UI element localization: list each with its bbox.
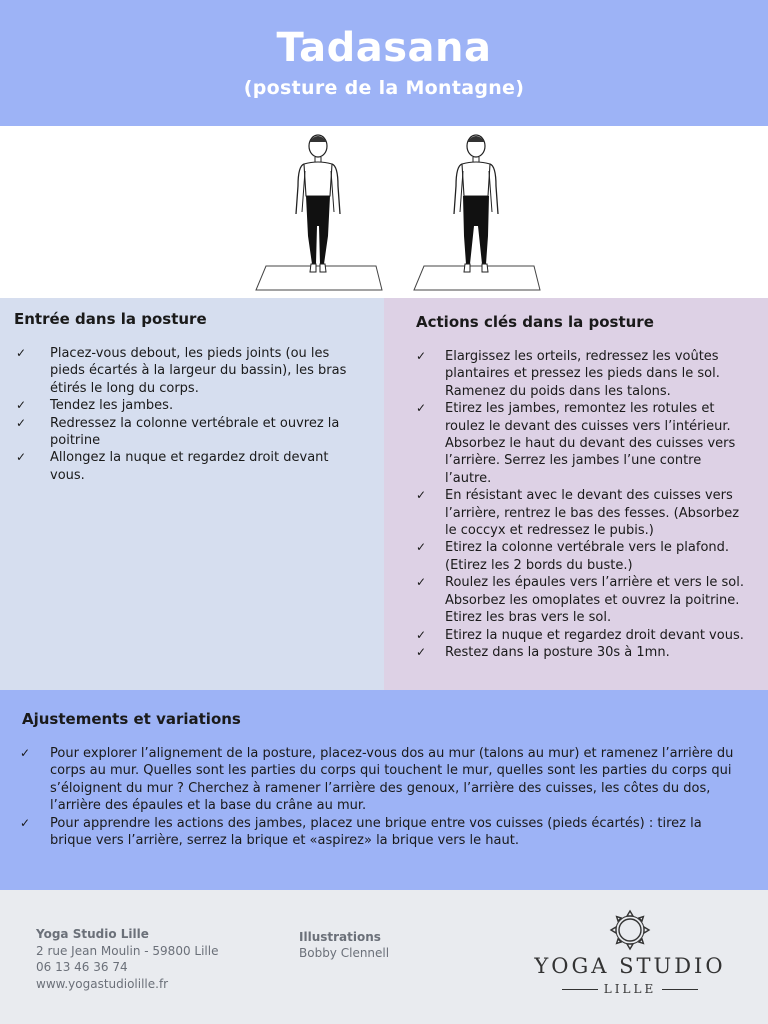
illustrator-name: Bobby Clennell [299,946,390,960]
list-item: ✓ Redressez la colonne vertébrale et ouvrez la poitrine [16,415,340,449]
list-item: ✓ Tendez les jambes. [16,398,174,414]
adjustments-list [20,745,740,849]
check-icon: ✓ [16,415,27,430]
list-item: ✓ Pour apprendre les actions des jambes, placez une brique entre vos cuisses (pieds écartés) : tirez la brique vers l’arrière, serrez la brique et «aspirez» la brique vers le haut. [20,815,702,849]
check-icon: ✓ [416,644,427,659]
studio-name: Yoga Studio Lille [36,927,149,941]
footer [0,890,768,1024]
list-item: ✓ Etirez la nuque et regardez droit devant vous. [416,627,744,643]
adjustments-section [0,690,768,890]
check-icon: ✓ [416,349,427,363]
check-icon: ✓ [16,398,27,413]
check-icon: ✓ [416,540,427,555]
studio-address: 2 rue Jean Moulin - 59800 Lille [36,943,219,958]
check-icon: ✓ [16,346,27,360]
studio-logo [520,908,740,1018]
entry-list [16,345,361,484]
list-item: ✓ Etirez les jambes, remontez les rotules et roulez le devant des cuisses vers l’intérieur. Absorbez le haut du devant des cuisses vers l’arrière. Serrez les jambes l’une contre l’autre. [416,401,736,486]
illustrations-label: Illustrations [299,930,381,944]
studio-phone: 06 13 46 36 74 [36,960,128,974]
list-item: ✓ En résistant avec le devant des cuisses vers l’arrière, rentrez le bas des fesses. (Absorbez le coccyx et redressez le pubis.) [416,488,740,539]
list-item: ✓ Etirez la colonne vertébrale vers le plafond. (Etirez les 2 bords du buste.) [416,540,730,573]
check-icon: ✓ [416,488,427,503]
list-item: ✓ Pour explorer l’alignement de la posture, placez-vous dos au mur (talons au mur) et ramenez l’arrière du corps au mur. Quelles sont les parties du corps qui touchent le mur, quelles sont les parties du corps qui s’éloignent du mur ? Cherchez à ramener l’arrière des genoux, l’arrière des cuisses, les côtes du dos, l’arrière des épaules et la base du crâne au mur. [20,746,734,814]
page-title: Tadasana [276,25,492,71]
entry-section [0,298,384,690]
actions-list [416,348,746,661]
yoga-figure-front [248,126,388,294]
studio-logo-mark [608,908,652,952]
yoga-figure-feet-apart [406,126,546,294]
check-icon: ✓ [416,575,427,590]
logo-subtitle: LILLE [520,982,740,996]
check-icon: ✓ [16,450,27,465]
check-icon: ✓ [20,815,31,830]
list-item: ✓ Elargissez les orteils, redressez les voûtes plantaires et pressez les pieds dans le sol. Ramenez du poids dans les talons. [416,349,720,399]
check-icon: ✓ [20,746,31,760]
check-icon: ✓ [416,627,427,642]
entry-heading: Entrée dans la posture [14,310,207,328]
page-subtitle: (posture de la Montagne) [243,77,525,99]
list-item: ✓ Roulez les épaules vers l’arrière et vers le sol. Absorbez les omoplates et ouvrez la poitrine. Etirez les bras vers le sol. [416,575,744,626]
actions-section [384,298,768,690]
list-item: ✓ Placez-vous debout, les pieds joints (ou les pieds écartés à la largeur du bassin), les bras étirés le long du corps. [16,346,347,396]
logo-name: YOGA STUDIO [534,954,726,978]
list-item: ✓ Restez dans la posture 30s à 1mn. [416,644,670,660]
check-icon: ✓ [416,401,427,416]
illustration-area [0,126,768,298]
illustration-credit [299,929,389,961]
studio-contact [36,926,218,992]
adjustments-heading: Ajustements et variations [22,710,241,728]
actions-heading: Actions clés dans la posture [416,313,654,331]
list-item: ✓ Allongez la nuque et regardez droit devant vous. [16,450,329,483]
studio-website[interactable]: www.yogastudiolille.fr [36,976,169,991]
header-banner [0,0,768,126]
